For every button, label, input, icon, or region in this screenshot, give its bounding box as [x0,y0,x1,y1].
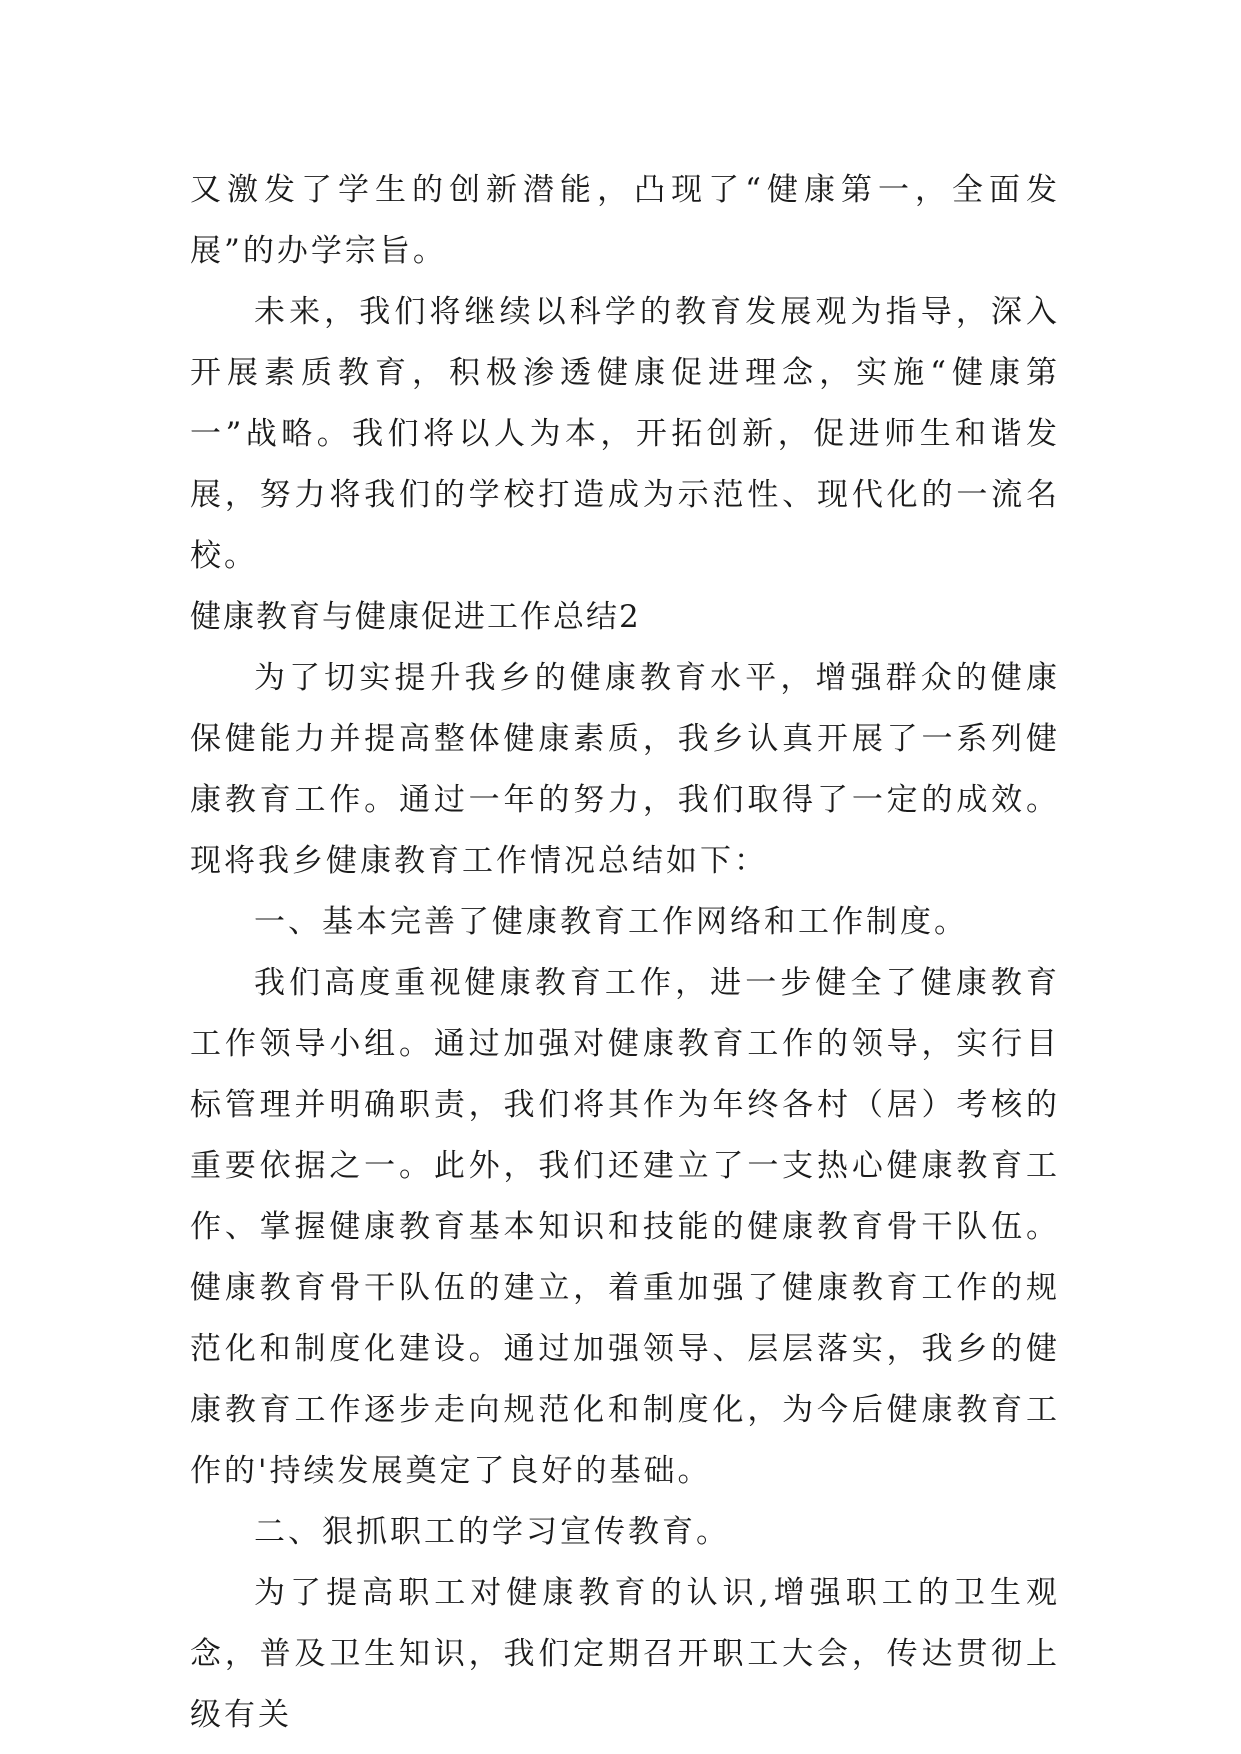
paragraph-future-plans: 未来，我们将继续以科学的教育发展观为指导，深入开展素质教育，积极渗透健康促进理念，实施“健康第一”战略。我们将以人为本，开拓创新，促进师生和谐发展，努力将我们的学校打造成为示范性、现代化的一流名校。 [190,294,1060,574]
subheading-one: 一、基本完善了健康教育工作网络和工作制度。 [254,904,968,940]
section-title: 健康教育与健康促进工作总结2 [190,599,641,635]
document-body [190,160,1060,1746]
paragraph-introduction: 为了切实提升我乡的健康教育水平，增强群众的健康保健能力并提高整体健康素质，我乡认真开展了一系列健康教育工作。通过一年的努力，我们取得了一定的成效。现将我乡健康教育工作情况总结如下： [190,660,1060,879]
subheading-two: 二、狠抓职工的学习宣传教育。 [254,1514,730,1550]
paragraph-staff-education: 为了提高职工对健康教育的认识,增强职工的卫生观念，普及卫生知识，我们定期召开职工大会，传达贯彻上级有关 [190,1575,1060,1733]
paragraph-network: 我们高度重视健康教育工作，进一步健全了健康教育工作领导小组。通过加强对健康教育工作的领导，实行目标管理并明确职责，我们将其作为年终各村（居）考核的重要依据之一。此外，我们还建立了一支热心健康教育工作、掌握健康教育基本知识和技能的健康教育骨干队伍。健康教育骨干队伍的建立，着重加强了健康教育工作的规范化和制度化建设。通过加强领导、层层落实，我乡的健康教育工作逐步走向规范化和制度化，为今后健康教育工作的'持续发展奠定了良好的基础。 [190,965,1060,1489]
paragraph-continuation: 又激发了学生的创新潜能，凸现了“健康第一，全面发展”的办学宗旨。 [190,172,1060,269]
